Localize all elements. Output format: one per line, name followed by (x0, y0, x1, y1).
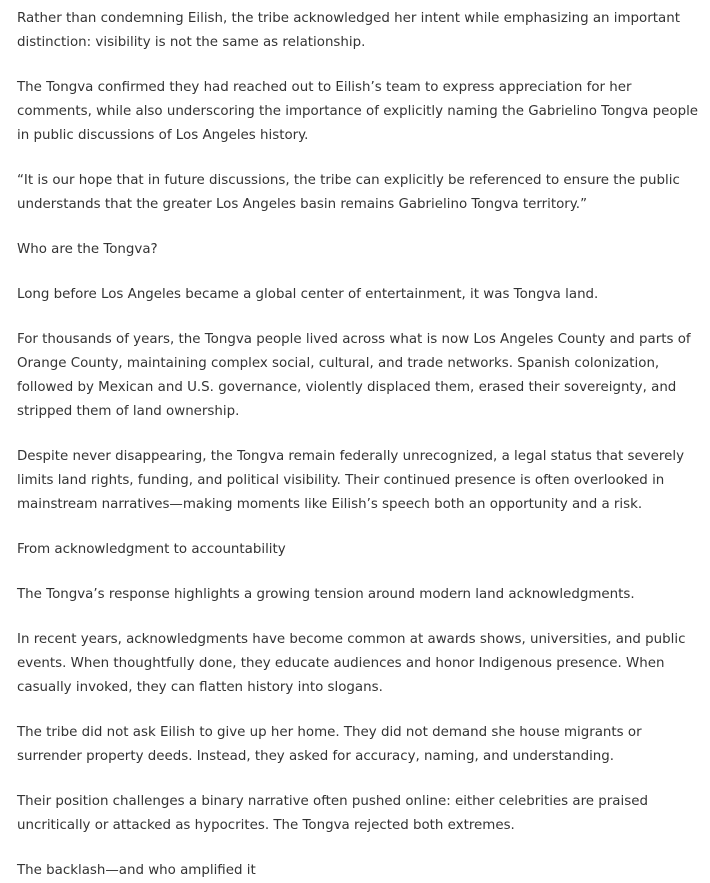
subheading-backlash: The backlash—and who amplified it (17, 863, 256, 878)
paragraph-history: For thousands of years, the Tongva people lived across what is now Los Angeles County and parts of Orange County, maintaining complex social, cultural, and trade networks. Spanish colonization, followed by Mexican and U.S. governance, violently displaced them, erased their sovereignty, and stripped them of land ownership. (17, 332, 691, 419)
paragraph-growing-tension: The Tongva’s response highlights a growing tension around modern land acknowledgments. (17, 587, 635, 602)
paragraph-intent-distinction: Rather than condemning Eilish, the tribe acknowledged her intent while emphasizing an important distinction: visibility is not the same as relationship. (17, 11, 680, 50)
paragraph-federal-recognition: Despite never disappearing, the Tongva remain federally unrecognized, a legal status that severely limits land rights, funding, and political visibility. Their continued presence is often overlooked in mainstream narratives—making moments like Eilish’s speech both an opportunity and a risk. (17, 449, 684, 512)
paragraph-tongva-outreach: The Tongva confirmed they had reached out to Eilish’s team to express appreciation for her comments, while also underscoring the importance of explicitly naming the Gabrielino Tongva people in public discussions of Los Angeles history. (17, 80, 699, 143)
paragraph-binary-narrative: Their position challenges a binary narrative often pushed online: either celebrities are praised uncritically or attacked as hypocrites. The Tongva rejected both extremes. (17, 794, 648, 833)
paragraph-tongva-land: Long before Los Angeles became a global center of entertainment, it was Tongva land. (17, 287, 599, 302)
subheading-acknowledgment-accountability: From acknowledgment to accountability (17, 542, 286, 557)
paragraph-tribe-ask: The tribe did not ask Eilish to give up her home. They did not demand she house migrants or surrender property deeds. Instead, they asked for accuracy, naming, and understanding. (17, 725, 642, 764)
paragraph-acknowledgments-common: In recent years, acknowledgments have become common at awards shows, universities, and public events. When thoughtfully done, they educate audiences and honor Indigenous presence. When casually invoked, they can flatten history into slogans. (17, 632, 686, 695)
article-body (0, 7, 710, 883)
subheading-who-are-tongva: Who are the Tongva? (17, 242, 158, 257)
paragraph-tribe-quote: “It is our hope that in future discussions, the tribe can explicitly be referenced to ensure the public understands that the greater Los Angeles basin remains Gabrielino Tongva territory.” (17, 173, 680, 212)
